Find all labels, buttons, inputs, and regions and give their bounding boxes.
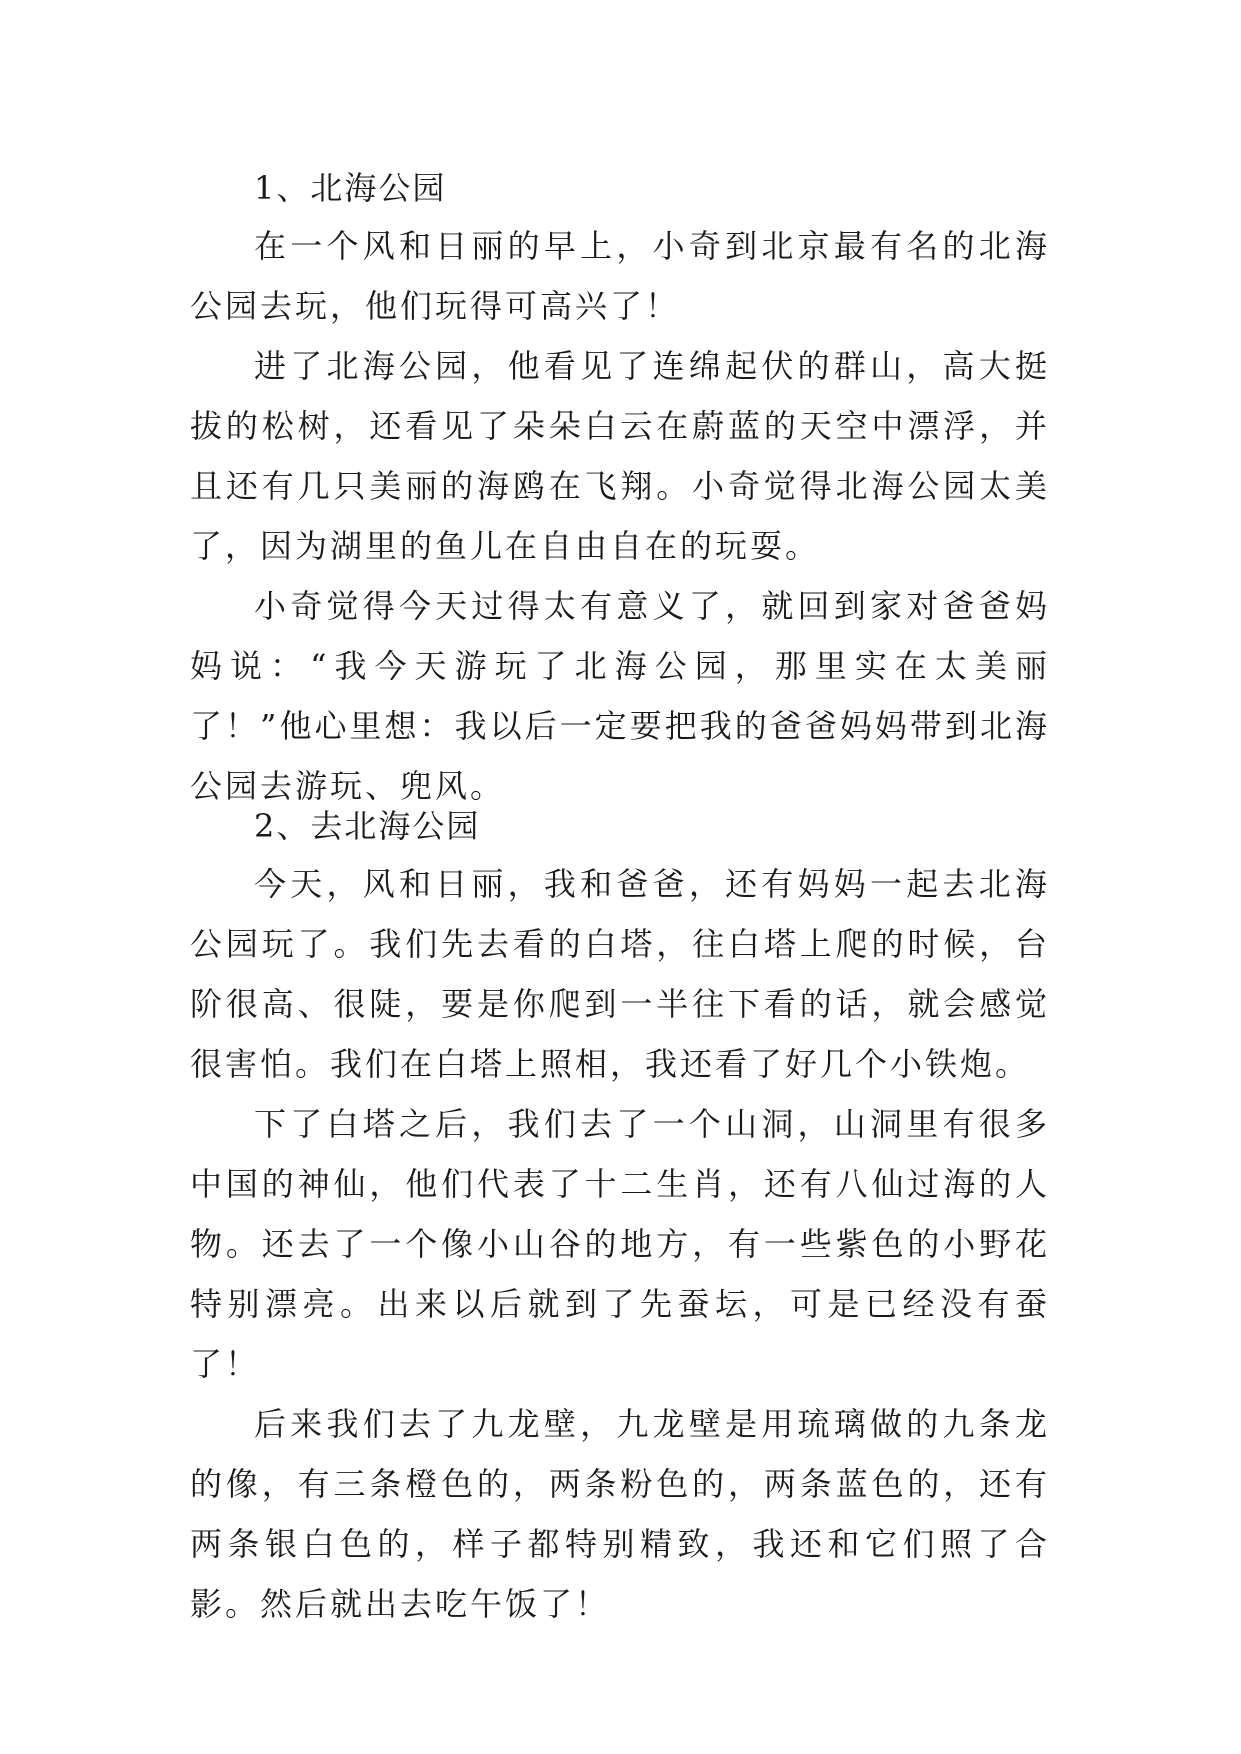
essay-1-paragraph-2: 进了北海公园，他看见了连绵起伏的群山，高大挺拔的松树，还看见了朵朵白云在蔚蓝的天空中漂浮，并且还有几只美丽的海鸥在飞翔。小奇觉得北海公园太美了，因为湖里的鱼儿在自由自在的玩耍。 xyxy=(190,347,1050,565)
essay-2-paragraph-3: 后来我们去了九龙壁，九龙壁是用琉璃做的九条龙的像，有三条橙色的，两条粉色的，两条蓝色的，还有两条银白色的，样子都特别精致，我还和它们照了合影。然后就出去吃午饭了！ xyxy=(190,1405,1050,1623)
essay-2-paragraph-1: 今天，风和日丽，我和爸爸，还有妈妈一起去北海公园玩了。我们先去看的白塔，往白塔上爬的时候，台阶很高、很陡，要是你爬到一半往下看的话，就会感觉很害怕。我们在白塔上照相，我还看了好几个小铁炮。 xyxy=(190,865,1050,1083)
essay-1-paragraph-3: 小奇觉得今天过得太有意义了，就回到家对爸爸妈妈说：“我今天游玩了北海公园，那里实在太美丽了！”他心里想：我以后一定要把我的爸爸妈妈带到北海公园去游玩、兜风。 xyxy=(190,587,1050,805)
essay-2 xyxy=(190,798,1050,1634)
essay-1-title: 1、北海公园 xyxy=(254,169,447,207)
essay-1 xyxy=(190,160,1050,816)
essay-2-paragraph-2: 下了白塔之后，我们去了一个山洞，山洞里有很多中国的神仙，他们代表了十二生肖，还有八仙过海的人物。还去了一个像小山谷的地方，有一些紫色的小野花特别漂亮。出来以后就到了先蚕坛，可是已经没有蚕了！ xyxy=(190,1105,1050,1383)
essay-2-title: 2、去北海公园 xyxy=(254,807,481,845)
essay-1-paragraph-1: 在一个风和日丽的早上，小奇到北京最有名的北海公园去玩，他们玩得可高兴了！ xyxy=(190,227,1050,325)
